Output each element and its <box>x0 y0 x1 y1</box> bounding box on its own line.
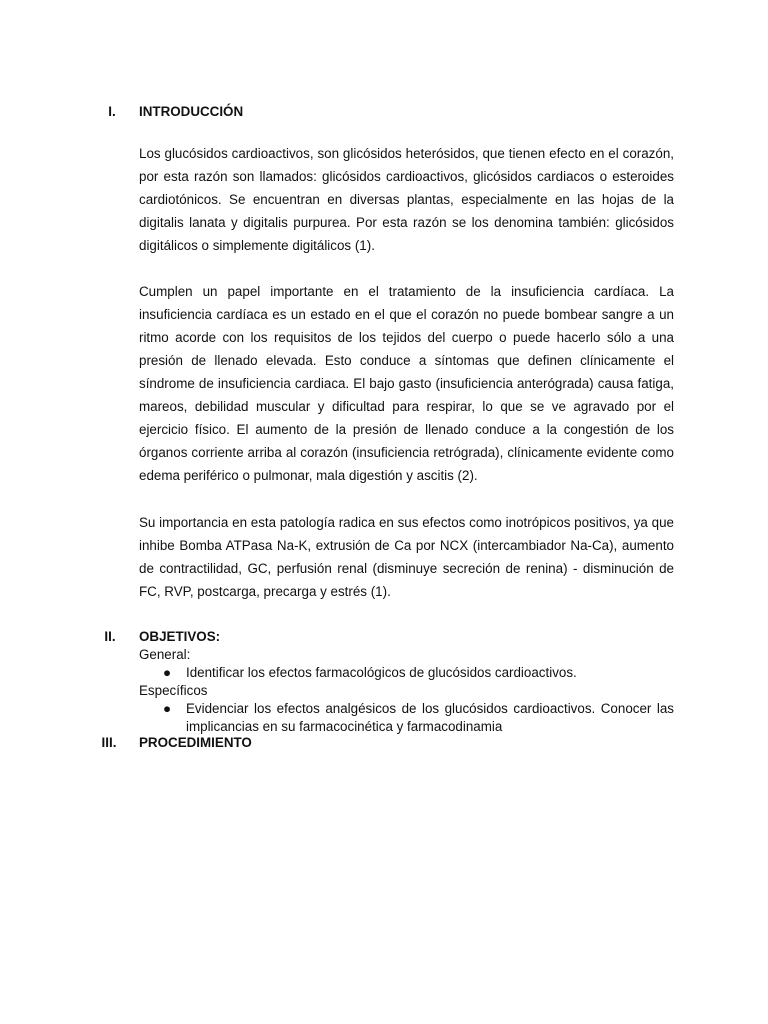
specific-objective-text: Evidenciar los efectos analgésicos de los glucósidos cardioactivos. Conocer las implicancias en su farmacocinética y farmacodinamia <box>186 701 674 734</box>
intro-paragraph-1: Los glucósidos cardioactivos, son glicósidos heterósidos, que tienen efecto en el corazón, por esta razón son llamados: glicósidos cardioactivos, glicósidos cardiacos o esteroides cardiotónicos. Se encuentran en diversas plantas, especialmente en las hojas de la digitalis lanata y digitalis purpurea. Por esta razón se los denomina también: glicósidos digitálicos o simplemente digitálicos (1). <box>139 146 674 253</box>
intro-paragraph-2: Cumplen un papel importante en el tratamiento de la insuficiencia cardíaca. La insuficiencia cardíaca es un estado en el que el corazón no puede bombear sangre a un ritmo acorde con los requisitos de los tejidos del cuerpo o puede hacerlo sólo a una presión de llenado elevada. Esto conduce a síntomas que definen clínicamente el síndrome de insuficiencia cardiaca. El bajo gasto (insuficiencia anterógrada) causa fatiga, mareos, debilidad muscular y dificultad para respirar, lo que se ve agravado por el ejercicio físico. El aumento de la presión de llenado conduce a la congestión de los órganos corriente arriba al corazón (insuficiencia retrógrada), clínicamente evidente como edema periférico o pulmonar, mala digestión y ascitis (2). <box>139 284 674 483</box>
bullet-icon: ● <box>162 701 172 716</box>
section-heading-procedimiento <box>0 735 768 755</box>
bullet-icon: ● <box>162 665 172 680</box>
general-objective-text: Identificar los efectos farmacológicos de glucósidos cardioactivos. <box>186 665 577 680</box>
intro-paragraph-3: Su importancia en esta patología radica en sus efectos como inotrópicos positivos, ya que inhibe Bomba ATPasa Na-K, extrusión de Ca por NCX (intercambiador Na-Ca), aumento de contractilidad, GC, perfusión renal (disminuye secreción de renina) - disminución de FC, RVP, postcarga, precarga y estrés (1). <box>139 515 674 599</box>
section-numeral: II. <box>104 629 116 644</box>
list-item <box>160 664 674 682</box>
section-title: PROCEDIMIENTO <box>139 735 252 750</box>
specific-label: Específicos <box>139 683 208 698</box>
section-heading-objetivos <box>0 629 768 649</box>
section-numeral: I. <box>108 104 116 119</box>
general-label: General: <box>139 647 191 662</box>
list-item <box>160 700 674 736</box>
section-heading-introduccion <box>0 104 768 124</box>
section-numeral: III. <box>101 735 117 750</box>
section-title: OBJETIVOS: <box>139 629 221 644</box>
section-title: INTRODUCCIÓN <box>139 104 244 119</box>
